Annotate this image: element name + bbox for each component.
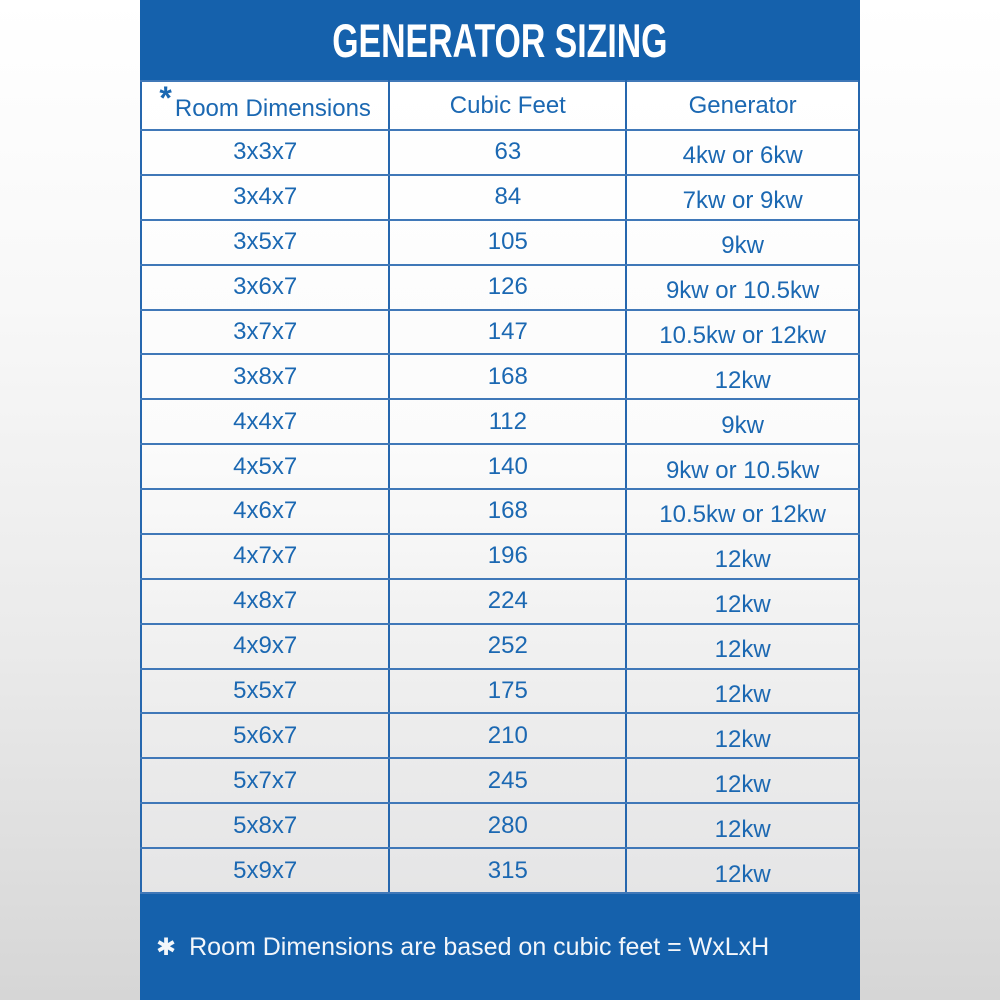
room-dimensions-cell: 3x8x7 — [141, 354, 389, 399]
cubic-feet-cell: 168 — [389, 489, 626, 534]
table-row — [141, 444, 859, 489]
table-row — [141, 354, 859, 399]
table-row — [141, 130, 859, 175]
table-row — [141, 399, 859, 444]
table-header-row — [141, 81, 859, 130]
table-row — [141, 534, 859, 579]
cubic-feet-cell: 315 — [389, 848, 626, 893]
cubic-feet-cell: 105 — [389, 220, 626, 265]
generator-cell: 12kw — [626, 579, 859, 624]
generator-cell: 12kw — [626, 713, 859, 758]
cubic-feet-cell: 196 — [389, 534, 626, 579]
generator-cell: 12kw — [626, 848, 859, 893]
cubic-feet-cell: 280 — [389, 803, 626, 848]
table-row — [141, 669, 859, 714]
generator-cell: 4kw or 6kw — [626, 130, 859, 175]
asterisk-marker: * — [159, 80, 172, 116]
cubic-feet-cell: 126 — [389, 265, 626, 310]
room-dimensions-cell: 3x6x7 — [141, 265, 389, 310]
room-dimensions-cell: 5x8x7 — [141, 803, 389, 848]
room-dimensions-cell: 3x3x7 — [141, 130, 389, 175]
cubic-feet-cell: 147 — [389, 310, 626, 355]
cubic-feet-cell: 175 — [389, 669, 626, 714]
footnote-asterisk-icon: ✱ — [156, 933, 177, 961]
cubic-feet-cell: 140 — [389, 444, 626, 489]
cubic-feet-cell: 252 — [389, 624, 626, 669]
sizing-table — [140, 80, 860, 894]
room-dimensions-cell: 4x4x7 — [141, 399, 389, 444]
cubic-feet-cell: 245 — [389, 758, 626, 803]
generator-cell: 9kw or 10.5kw — [626, 265, 859, 310]
room-dimensions-cell: 4x7x7 — [141, 534, 389, 579]
table-row — [141, 624, 859, 669]
cubic-feet-cell: 168 — [389, 354, 626, 399]
table-row — [141, 803, 859, 848]
room-dimensions-cell: 3x5x7 — [141, 220, 389, 265]
room-dimensions-cell: 5x6x7 — [141, 713, 389, 758]
room-dimensions-cell: 5x5x7 — [141, 669, 389, 714]
generator-cell: 9kw or 10.5kw — [626, 444, 859, 489]
table-body — [141, 130, 859, 893]
generator-cell: 12kw — [626, 354, 859, 399]
generator-cell: 12kw — [626, 758, 859, 803]
cubic-feet-cell: 84 — [389, 175, 626, 220]
table-row — [141, 310, 859, 355]
room-dimensions-cell: 4x8x7 — [141, 579, 389, 624]
generator-cell: 9kw — [626, 399, 859, 444]
room-dimensions-cell: 4x6x7 — [141, 489, 389, 534]
generator-cell: 12kw — [626, 624, 859, 669]
table-row — [141, 579, 859, 624]
cubic-feet-cell: 210 — [389, 713, 626, 758]
table-row — [141, 175, 859, 220]
header-cubic-feet-label: Cubic Feet — [449, 91, 566, 119]
room-dimensions-cell: 4x9x7 — [141, 624, 389, 669]
page-title: GENERATOR SIZING — [332, 13, 668, 67]
table-row — [141, 220, 859, 265]
generator-cell: 7kw or 9kw — [626, 175, 859, 220]
title-bar — [140, 0, 860, 80]
generator-cell: 12kw — [626, 803, 859, 848]
header-cubic-feet — [389, 81, 626, 130]
header-generator — [626, 81, 859, 130]
generator-cell: 10.5kw or 12kw — [626, 310, 859, 355]
table-row — [141, 848, 859, 893]
room-dimensions-cell: 3x7x7 — [141, 310, 389, 355]
header-room-dimensions — [141, 81, 389, 130]
generator-cell: 9kw — [626, 220, 859, 265]
table-row — [141, 489, 859, 534]
table-row — [141, 758, 859, 803]
cubic-feet-cell: 63 — [389, 130, 626, 175]
cubic-feet-cell: 112 — [389, 399, 626, 444]
generator-cell: 12kw — [626, 534, 859, 579]
footnote — [140, 894, 860, 1000]
room-dimensions-cell: 3x4x7 — [141, 175, 389, 220]
footnote-text: Room Dimensions are based on cubic feet = WxLxH — [189, 932, 770, 961]
table-row — [141, 265, 859, 310]
header-room-dimensions-label: Room Dimensions — [174, 95, 371, 122]
table-row — [141, 713, 859, 758]
generator-cell: 12kw — [626, 669, 859, 714]
room-dimensions-cell: 5x7x7 — [141, 758, 389, 803]
room-dimensions-cell: 4x5x7 — [141, 444, 389, 489]
header-generator-label: Generator — [688, 91, 797, 119]
sizing-table-container — [140, 80, 860, 894]
room-dimensions-cell: 5x9x7 — [141, 848, 389, 893]
generator-cell: 10.5kw or 12kw — [626, 489, 859, 534]
cubic-feet-cell: 224 — [389, 579, 626, 624]
generator-sizing-panel — [140, 0, 860, 1000]
